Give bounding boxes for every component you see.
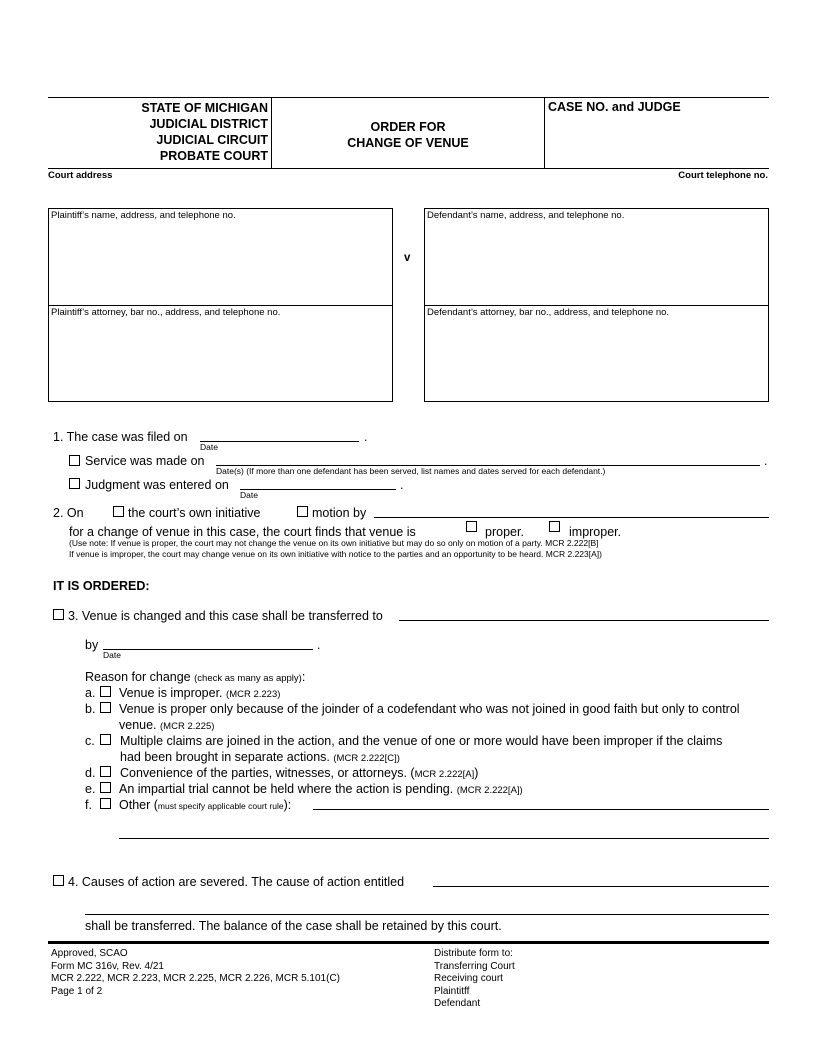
court-name-block — [60, 100, 268, 164]
defendant-label: Defendant’s name, address, and telephone no. — [427, 210, 625, 221]
service-text: Service was made on — [85, 454, 205, 468]
court-line: PROBATE COURT — [159, 149, 268, 163]
court-line: JUDICIAL DISTRICT — [149, 117, 268, 131]
court-phone-label: Court telephone no. — [678, 170, 768, 181]
reason-d-checkbox[interactable] — [100, 766, 111, 777]
footer-right — [434, 948, 515, 1011]
period: . — [400, 478, 404, 492]
period: . — [317, 638, 321, 652]
defendant-attorney-field[interactable] — [426, 320, 766, 398]
distribute-item: Plaintitff — [434, 985, 470, 997]
reason-f — [119, 798, 291, 812]
service-date-note: Date(s) (If more than one defendant has been served, list names and dates served for each defendant.) — [216, 466, 606, 476]
cause-entitled-field[interactable] — [433, 886, 769, 887]
judgment-checkbox[interactable] — [69, 478, 80, 489]
defendant-field[interactable] — [426, 224, 766, 302]
item4-checkbox[interactable] — [53, 875, 64, 886]
plaintiff-attorney-label: Plaintiff’s attorney, bar no., address, and telephone no. — [51, 307, 281, 318]
use-note-1: (Use note: If venue is proper, the court may not change the venue on its own initiative but may do so only on motion of a party. MCR 2.222[B] — [69, 538, 599, 548]
footer-line: Form MC 316v, Rev. 4/21 — [51, 960, 164, 972]
service-checkbox[interactable] — [69, 455, 80, 466]
judgment-text: Judgment was entered on — [85, 478, 229, 492]
motion-checkbox[interactable] — [297, 506, 308, 517]
reason-b-cite: (MCR 2.225) — [160, 721, 215, 732]
distribute-item: Defendant — [434, 998, 481, 1010]
reason-c-checkbox[interactable] — [100, 734, 111, 745]
improper-checkbox[interactable] — [549, 521, 560, 532]
reason-d-text: Convenience of the parties, witnesses, or attorneys. ( — [120, 766, 415, 780]
footer-left — [51, 948, 340, 998]
judgment-date-label: Date — [240, 490, 258, 500]
own-initiative-checkbox[interactable] — [113, 506, 124, 517]
motion-by-field[interactable] — [374, 517, 769, 518]
ordered-heading: IT IS ORDERED: — [53, 579, 150, 593]
judgment-date-field[interactable] — [240, 489, 396, 490]
reason-f-text: Other ( — [119, 798, 158, 812]
reason-b-text2: venue. — [119, 718, 157, 732]
reason-a-checkbox[interactable] — [100, 686, 111, 697]
item4-text: 4. Causes of action are severed. The cause of action entitled — [68, 875, 405, 889]
court-line: JUDICIAL CIRCUIT — [156, 133, 268, 147]
own-initiative-label: the court’s own initiative — [128, 506, 261, 520]
reason-e-cite: (MCR 2.222[A]) — [456, 785, 523, 796]
court-line: STATE OF MICHIGAN — [141, 101, 268, 115]
reason-c-cite: (MCR 2.222[C]) — [333, 753, 400, 764]
plaintiff-divider — [48, 305, 393, 306]
reason-d-letter: d. — [85, 766, 96, 780]
versus-label: v — [404, 252, 411, 264]
transfer-date-field[interactable] — [103, 649, 313, 650]
period: . — [764, 454, 768, 468]
period: . — [364, 430, 368, 444]
distribute-item: Transferring Court — [434, 960, 515, 972]
filed-date-label: Date — [200, 442, 218, 452]
footer-line: MCR 2.222, MCR 2.223, MCR 2.225, MCR 2.226, MCR 5.101(C) — [51, 973, 340, 985]
reason-a — [119, 686, 280, 700]
improper-label: improper. — [569, 525, 622, 539]
footer-line: Approved, SCAO — [51, 948, 128, 959]
reason-f-checkbox[interactable] — [100, 798, 111, 809]
reason-heading: Reason for change (check as many as apply): — [85, 670, 306, 684]
other-rule-field-2[interactable] — [119, 838, 769, 839]
reason-d — [120, 766, 478, 780]
reason-c-letter: c. — [85, 734, 95, 748]
reason-c-cont — [120, 750, 400, 764]
transfer-court-field[interactable] — [399, 620, 769, 621]
reason-f-letter: f. — [85, 798, 92, 812]
plaintiff-label: Plaintiff’s name, address, and telephone no. — [51, 210, 236, 221]
reason-b-letter: b. — [85, 702, 96, 716]
reason-b-text: Venue is proper only because of the joinder of a codefendant who was not joined in good faith but only to control — [119, 702, 740, 716]
proper-checkbox[interactable] — [466, 521, 477, 532]
reason-a-text: Venue is improper. — [119, 686, 223, 700]
reason-f-close: ): — [283, 798, 292, 812]
footer-line: Page 1 of 2 — [51, 985, 103, 997]
use-note-2: If venue is improper, the court may change venue on its own initiative with notice to the parties and an opportunity to be heard. MCR 2.223[A]) — [69, 549, 602, 559]
reason-f-cite: must specify applicable court rule — [157, 801, 284, 811]
reason-a-letter: a. — [85, 686, 96, 700]
item4-text2: shall be transferred. The balance of the case shall be retained by this court. — [85, 919, 502, 933]
plaintiff-attorney-field[interactable] — [50, 320, 390, 398]
reason-e-letter: e. — [85, 782, 96, 796]
title-line: ORDER FOR — [370, 120, 446, 134]
footer-rule-thin — [48, 943, 769, 944]
finding-text: for a change of venue in this case, the court finds that venue is — [69, 525, 416, 539]
item3-text: 3. Venue is changed and this case shall be transferred to — [68, 609, 383, 623]
item2-on-text: 2. On — [53, 506, 84, 520]
reason-b-cont — [119, 718, 214, 732]
reason-hint: (check as many as apply) — [194, 673, 302, 684]
item3-checkbox[interactable] — [53, 609, 64, 620]
distribute-item: Receiving court — [434, 973, 503, 985]
filed-date-field[interactable] — [200, 441, 359, 442]
reason-e — [119, 782, 523, 796]
header-top-rule — [48, 97, 769, 98]
item1-text: 1. The case was filed on — [53, 430, 188, 444]
plaintiff-field[interactable] — [50, 224, 390, 302]
defendant-divider — [424, 305, 769, 306]
reason-label: Reason for change — [85, 670, 191, 684]
court-address-label: Court address — [48, 170, 113, 181]
case-no-label: CASE NO. and JUDGE — [548, 100, 681, 114]
reason-b-checkbox[interactable] — [100, 702, 111, 713]
reason-d-cite: MCR 2.222[A] — [414, 769, 475, 780]
by-text: by — [85, 638, 99, 652]
other-rule-field[interactable] — [313, 809, 769, 810]
distribute-title: Distribute form to: — [434, 948, 513, 959]
reason-d-close: ) — [474, 766, 479, 780]
proper-label: proper. — [485, 525, 524, 539]
case-no-field[interactable] — [545, 99, 768, 167]
title-line: CHANGE OF VENUE — [347, 136, 469, 150]
cause-entitled-field-2[interactable] — [85, 914, 769, 915]
form-title — [272, 119, 544, 151]
reason-e-checkbox[interactable] — [100, 782, 111, 793]
reason-a-cite: (MCR 2.223) — [226, 689, 281, 700]
transfer-date-label: Date — [103, 650, 121, 660]
reason-c-text: Multiple claims are joined in the action, and the venue of one or more would have been improper if the claims — [120, 734, 723, 748]
reason-c-text2: had been brought in separate actions. — [120, 750, 330, 764]
defendant-attorney-label: Defendant’s attorney, bar no., address, and telephone no. — [427, 307, 670, 318]
motion-by-label: motion by — [312, 506, 367, 520]
header-bottom-rule — [48, 168, 769, 169]
reason-e-text: An impartial trial cannot be held where the action is pending. — [119, 782, 454, 796]
